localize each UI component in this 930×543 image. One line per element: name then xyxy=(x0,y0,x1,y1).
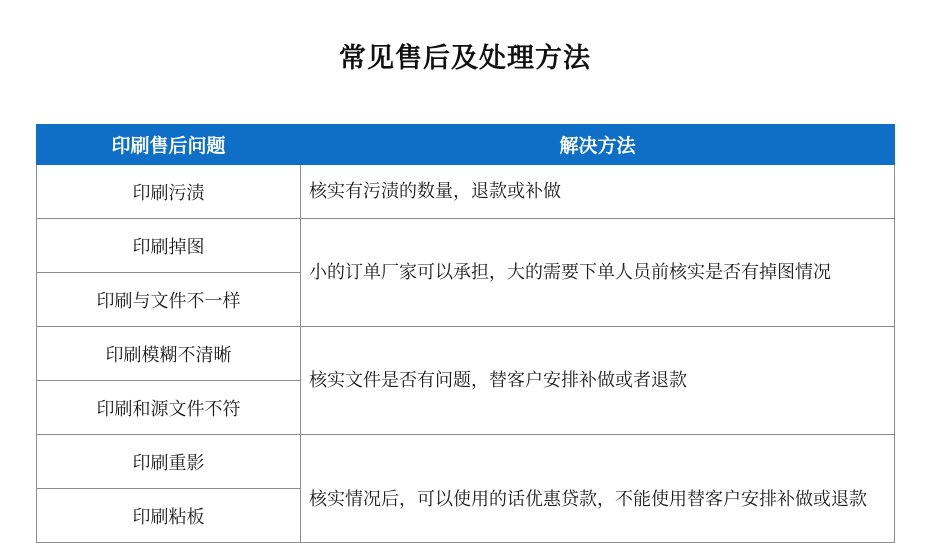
issue-cell: 印刷粘板 xyxy=(37,489,301,543)
table-header-row xyxy=(37,125,895,165)
issue-cell: 印刷污渍 xyxy=(37,165,301,219)
issue-cell: 印刷模糊不清晰 xyxy=(37,327,301,381)
table-row xyxy=(37,219,895,273)
solution-cell: 核实情况后，可以使用的话优惠贷款，不能使用替客户安排补做或退款 xyxy=(301,435,895,543)
column-header-solution: 解决方法 xyxy=(301,125,895,165)
issue-cell: 印刷与文件不一样 xyxy=(37,273,301,327)
column-header-issue: 印刷售后问题 xyxy=(37,125,301,165)
solution-cell: 核实有污渍的数量，退款或补做 xyxy=(301,165,895,219)
solution-cell: 小的订单厂家可以承担，大的需要下单人员前核实是否有掉图情况 xyxy=(301,219,895,327)
issue-cell: 印刷和源文件不符 xyxy=(37,381,301,435)
table-row xyxy=(37,435,895,489)
issue-cell: 印刷掉图 xyxy=(37,219,301,273)
solution-cell: 核实文件是否有问题，替客户安排补做或者退款 xyxy=(301,327,895,435)
after-sales-table xyxy=(36,124,895,543)
table-row xyxy=(37,165,895,219)
table-row xyxy=(37,327,895,381)
page-title: 常见售后及处理方法 xyxy=(339,43,591,74)
issue-cell: 印刷重影 xyxy=(37,435,301,489)
